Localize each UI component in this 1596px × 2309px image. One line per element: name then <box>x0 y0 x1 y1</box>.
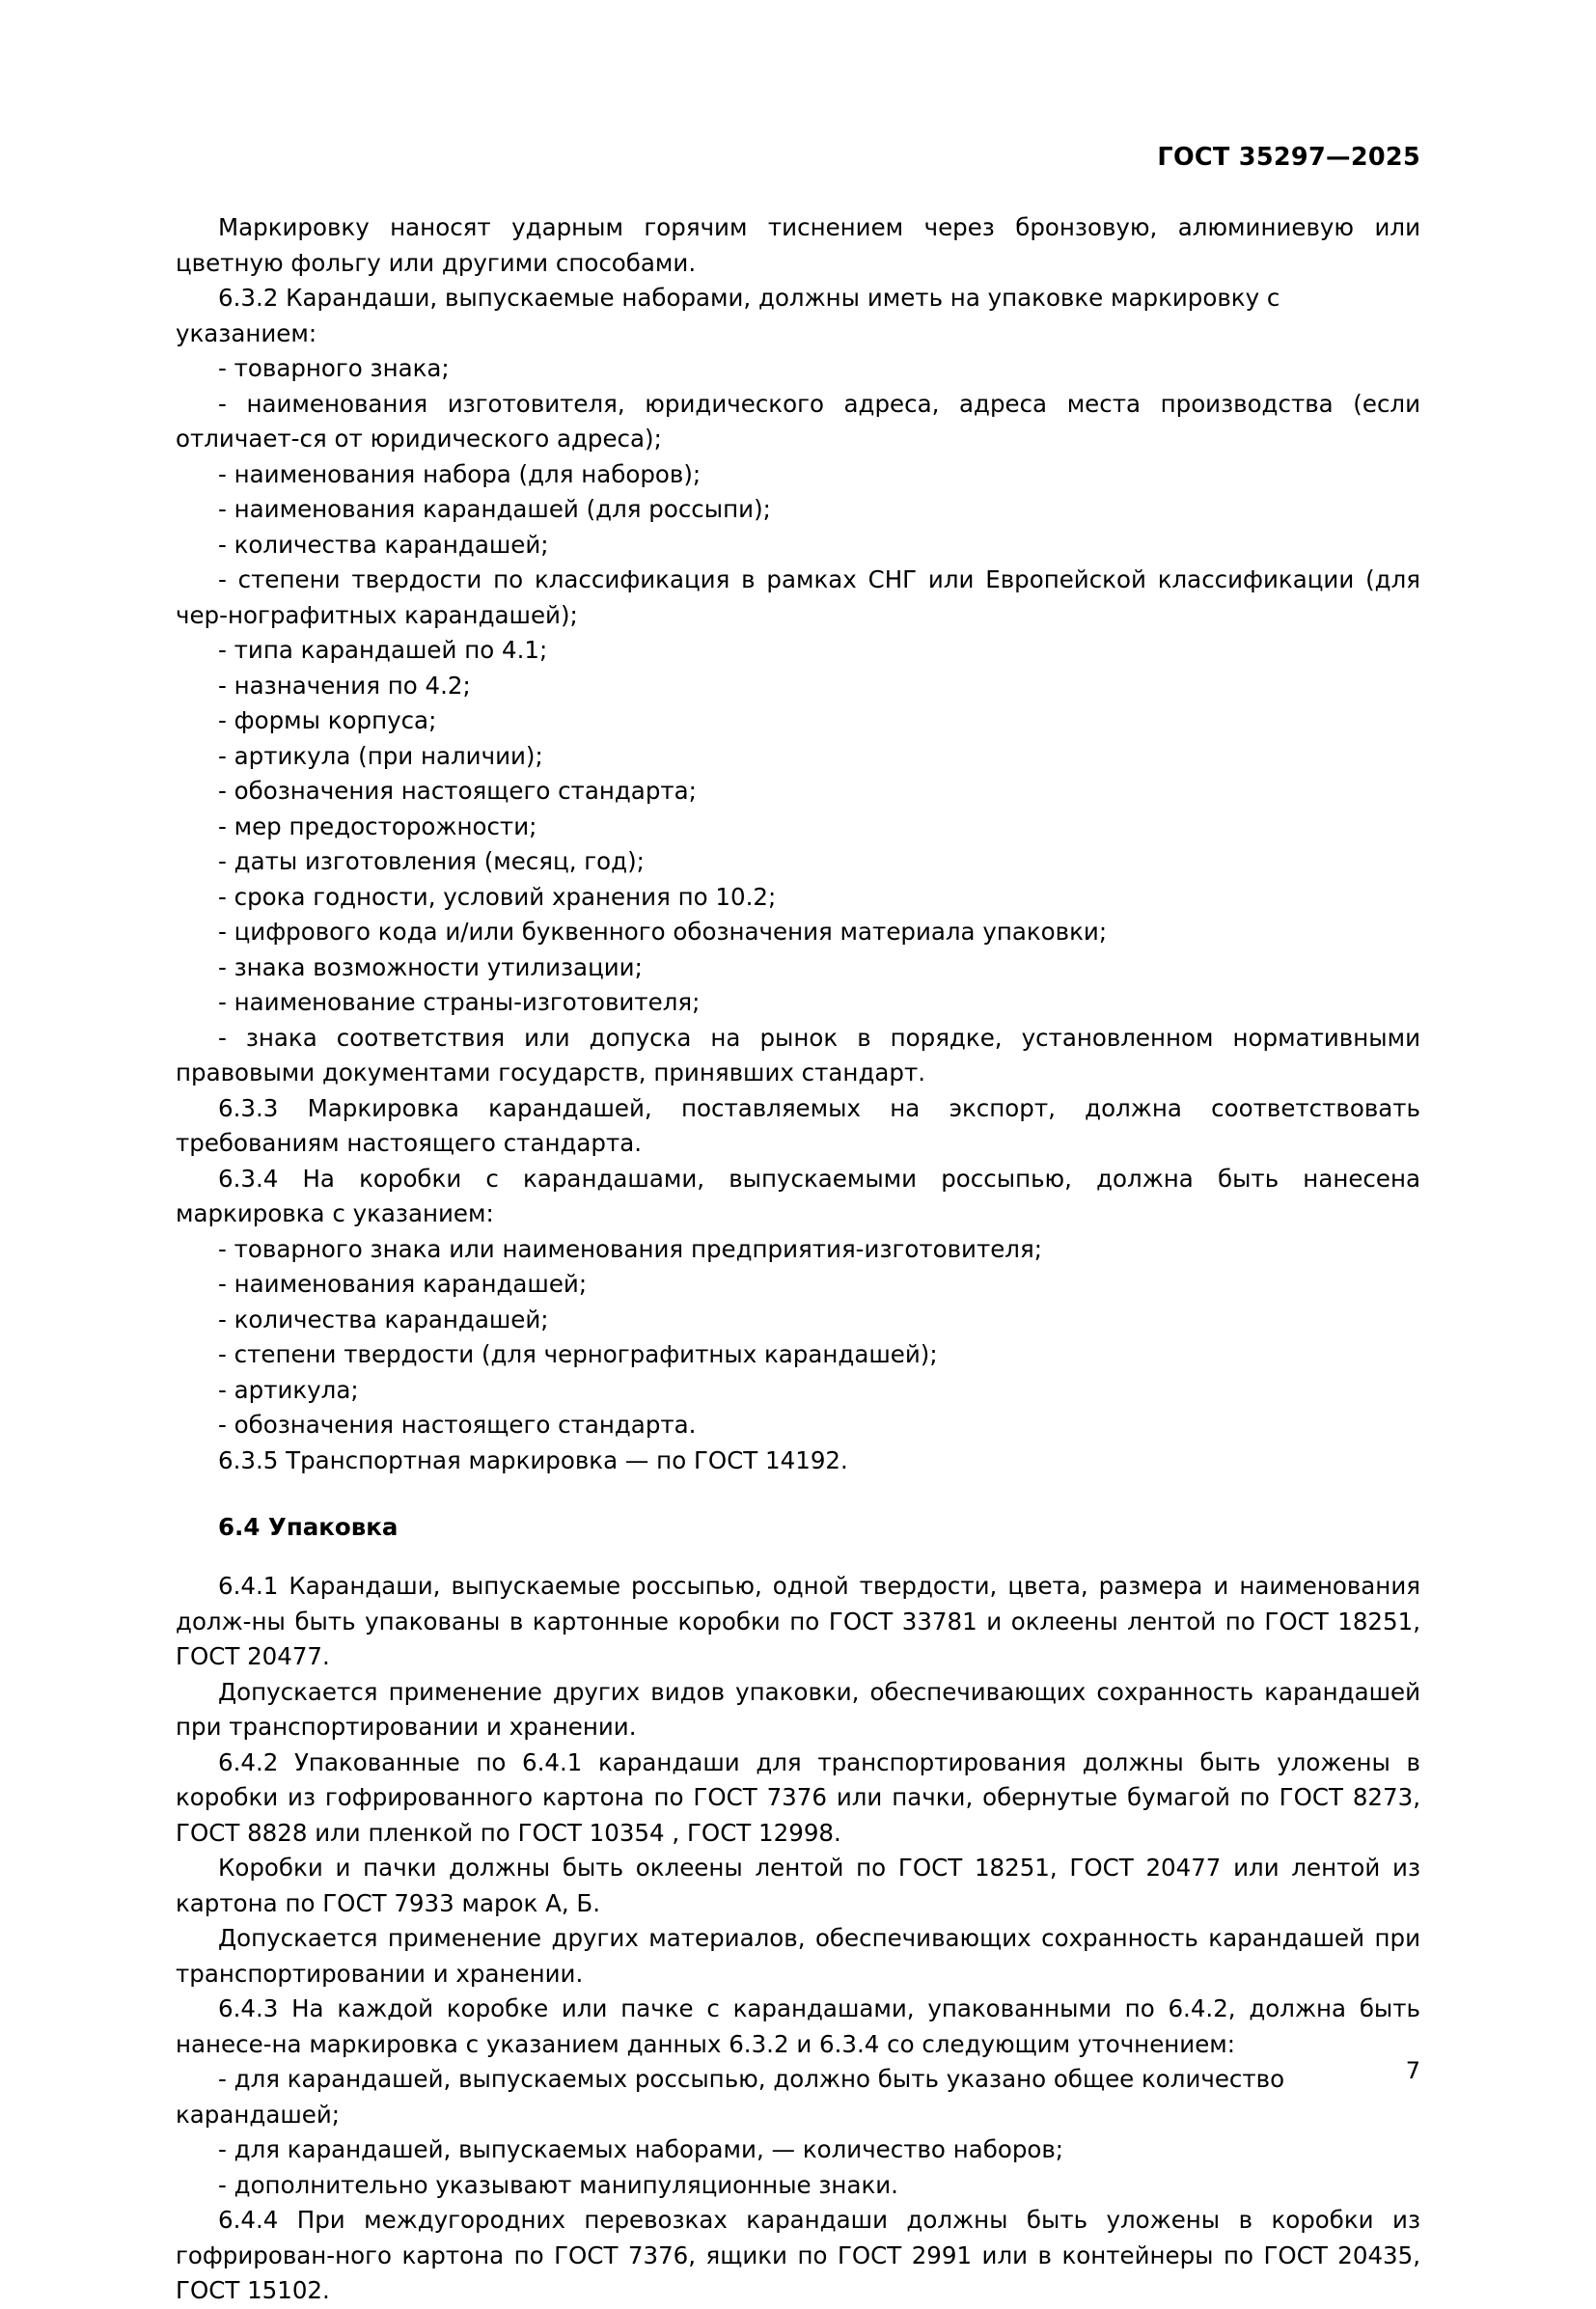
page-header-standard-number: ГОСТ 35297—2025 <box>1157 143 1420 172</box>
list-item: - для карандашей, выпускаемых наборами, — количество наборов; <box>218 2135 1064 2163</box>
list-item: - наименование страны-изготовителя; <box>218 988 701 1016</box>
list-item: - степени твердости по классификация в рамках СНГ или Европейской классификации (для чер-нографитных карандашей); <box>176 565 1420 629</box>
section-heading-6-4: 6.4 Упаковка <box>218 1513 399 1541</box>
list-item: - мер предосторожности; <box>218 811 537 840</box>
list-item: - срока годности, условий хранения по 10.2; <box>218 882 777 911</box>
list-item: - обозначения настоящего стандарта; <box>218 777 697 805</box>
clause-6-3-3: 6.3.3 Маркировка карандашей, поставляемых на экспорт, должна соответствовать требованиям настоящего стандарта. <box>176 1093 1420 1157</box>
list-item: - дополнительно указывают манипуляционные знаки. <box>218 2170 898 2199</box>
list-item: - цифрового кода и/или буквенного обозначения материала упаковки; <box>218 918 1108 946</box>
list-item: - количества карандашей; <box>218 530 549 559</box>
list-item: - назначения по 4.2; <box>218 671 471 700</box>
list-item: - для карандашей, выпускаемых россыпью, должно быть указано общее количество карандашей; <box>176 2065 1285 2129</box>
list-item: - типа карандашей по 4.1; <box>218 636 548 664</box>
list-item: - степени твердости (для чернографитных карандашей); <box>218 1340 938 1368</box>
list-item: - знака возможности утилизации; <box>218 952 643 981</box>
list-item: - наименования карандашей (для россыпи); <box>218 495 771 523</box>
list-item: - наименования карандашей; <box>218 1270 588 1298</box>
clause-6-4-1-a: 6.4.1 Карандаши, выпускаемые россыпью, одной твердости, цвета, размера и наименования долж-ны быть упакованы в картонные коробки по ГОСТ 33781 и оклеены лентой по ГОСТ 18251, ГОСТ 20477. <box>176 1572 1420 1670</box>
clause-6-3-5: 6.3.5 Транспортная маркировка — по ГОСТ 14192. <box>218 1445 848 1474</box>
list-item: - формы корпуса; <box>218 706 437 734</box>
list-item: - количества карандашей; <box>218 1305 549 1333</box>
clause-6-4-2-b: Коробки и пачки должны быть оклеены лентой по ГОСТ 18251, ГОСТ 20477 или лентой из картона по ГОСТ 7933 марок А, Б. <box>176 1854 1420 1917</box>
clause-6-4-3: 6.4.3 На каждой коробке или пачке с карандашами, упакованными по 6.4.2, должна быть нанесе-на маркировка с указанием данных 6.3.2 и 6.3.4 со следующим уточнением: <box>176 1994 1420 2058</box>
list-item: - товарного знака или наименования предприятия-изготовителя; <box>218 1234 1042 1263</box>
list-item: - обозначения настоящего стандарта. <box>218 1411 697 1439</box>
clause-6-3-4: 6.3.4 На коробки с карандашами, выпускаемыми россыпью, должна быть нанесена маркировка с указанием: <box>176 1164 1420 1227</box>
list-item: - товарного знака; <box>218 354 450 382</box>
list-item: - наименования набора (для наборов); <box>218 459 702 488</box>
clause-6-4-4: 6.4.4 При междугородних перевозках карандаши должны быть уложены в коробки из гофрирован-ного картона по ГОСТ 7376, ящики по ГОСТ 2991 или в контейнеры по ГОСТ 20435, ГОСТ 15102. <box>176 2206 1420 2304</box>
list-item: - артикула; <box>218 1375 359 1404</box>
clause-6-4-2-a: 6.4.2 Упакованные по 6.4.1 карандаши для транспортирования должны быть уложены в коробки из гофрированного картона по ГОСТ 7376 или пачки, обернутые бумагой по ГОСТ 8273, ГОСТ 8828 или пленкой по ГОСТ 10354 , ГОСТ 12998. <box>176 1747 1420 1847</box>
list-item: - наименования изготовителя, юридического адреса, адреса места производства (если отличает-ся от юридического адреса); <box>176 389 1420 453</box>
page-content <box>176 210 1420 2309</box>
list-item: - даты изготовления (месяц, год); <box>218 847 645 875</box>
list-item: - знака соответствия или допуска на рынок в порядке, установленном нормативными правовыми документами государств, принявших стандарт. <box>176 1023 1420 1086</box>
page-number: 7 <box>1405 2057 1420 2084</box>
clause-6-4-2-c: Допускается применение других материалов, обеспечивающих сохранность карандашей при транспортировании и хранении. <box>176 1924 1420 1988</box>
list-item: - артикула (при наличии); <box>218 741 543 770</box>
paragraph-marking-intro: Маркировку наносят ударным горячим тиснением через бронзовую, алюминиевую или цветную фольгу или другими способами. <box>176 213 1420 277</box>
clause-6-3-2: 6.3.2 Карандаши, выпускаемые наборами, должны иметь на упаковке маркировку с указанием: <box>176 284 1280 347</box>
clause-6-4-1-b: Допускается применение других видов упаковки, обеспечивающих сохранность карандашей при транспортировании и хранении. <box>176 1677 1420 1741</box>
